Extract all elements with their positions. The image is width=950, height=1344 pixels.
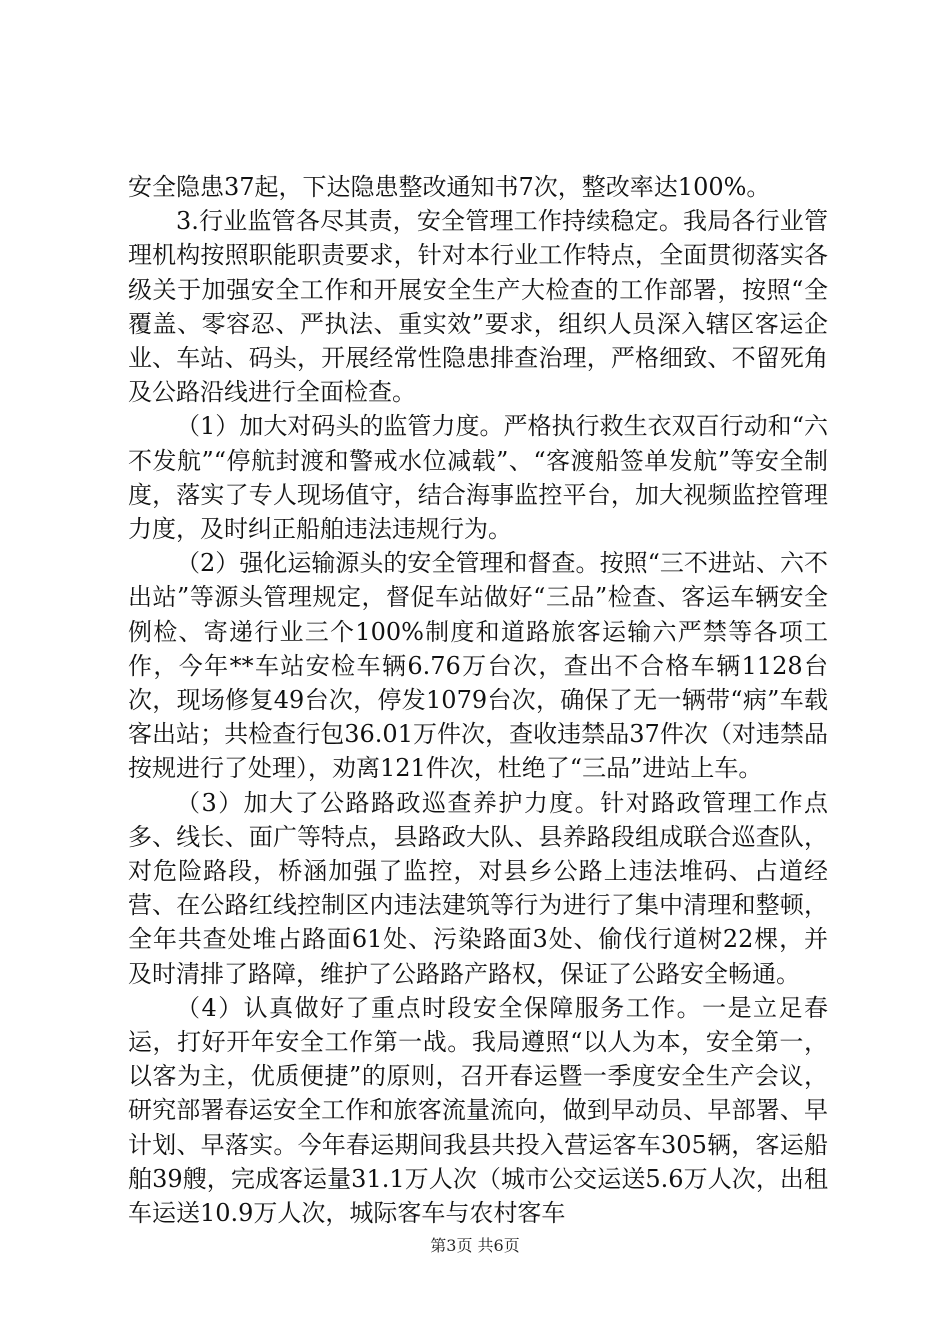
- paragraph-6: （4）认真做好了重点时段安全保障服务工作。一是立足春运，打好开年安全工作第一战。我局遵照“以人为本，安全第一，以客为主，优质便捷”的原则，召开春运暨一季度安全生产会议，研究部署春运安全工作和旅客流量流向，做到早动员、早部署、早计划、早落实。今年春运期间我县共投入营运客车305辆，客运船舶39艘，完成客运量31.1万人次（城市公交运送5.6万人次，出租车运送10.9万人次，城际客车与农村客车: [128, 993, 828, 1228]
- paragraph-5: （3）加大了公路路政巡查养护力度。针对路政管理工作点多、线长、面广等特点，县路政大队、县养路段组成联合巡查队，对危险路段，桥涵加强了监控，对县乡公路上违法堆码、占道经营、在公路红线控制区内违法建筑等行为进行了集中清理和整顿，全年共查处堆占路面61处、污染路面3处、偷伐行道树22棵，并及时清排了路障，维护了公路路产路权，保证了公路安全畅通。: [128, 788, 828, 988]
- paragraph-2: 3.行业监管各尽其责，安全管理工作持续稳定。我局各行业管理机构按照职能职责要求，针对本行业工作特点，全面贯彻落实各级关于加强安全工作和开展安全生产大检查的工作部署，按照“全覆盖、零容忍、严执法、重实效”要求，组织人员深入辖区客运企业、车站、码头，开展经常性隐患排查治理，严格细致、不留死角及公路沿线进行全面检查。: [128, 207, 828, 407]
- paragraph-1: 安全隐患37起，下达隐患整改通知书7次，整改率达100%。: [128, 173, 771, 201]
- document-body: [128, 170, 828, 1230]
- page-number-footer: 第3页 共6页: [430, 1236, 520, 1255]
- paragraph-3: （1）加大对码头的监管力度。严格执行救生衣双百行动和“六不发航”“停航封渡和警戒水位减载”、“客渡船签单发航”等安全制度，落实了专人现场值守，结合海事监控平台，加大视频监控管理力度，及时纠正船舶违法违规行为。: [128, 412, 828, 544]
- paragraph-4: （2）强化运输源头的安全管理和督查。按照“三不进站、六不出站”等源头管理规定，督促车站做好“三品”检查、客运车辆安全例检、寄递行业三个100%制度和道路旅客运输六严禁等各项工作，今年**车站安检车辆6.76万台次，查出不合格车辆1128台次，现场修复49台次，停发1079台次，确保了无一辆带“病”车载客出站；共检查行包36.01万件次，查收违禁品37件次（对违禁品按规进行了处理），劝离121件次，杜绝了“三品”进站上车。: [128, 549, 828, 783]
